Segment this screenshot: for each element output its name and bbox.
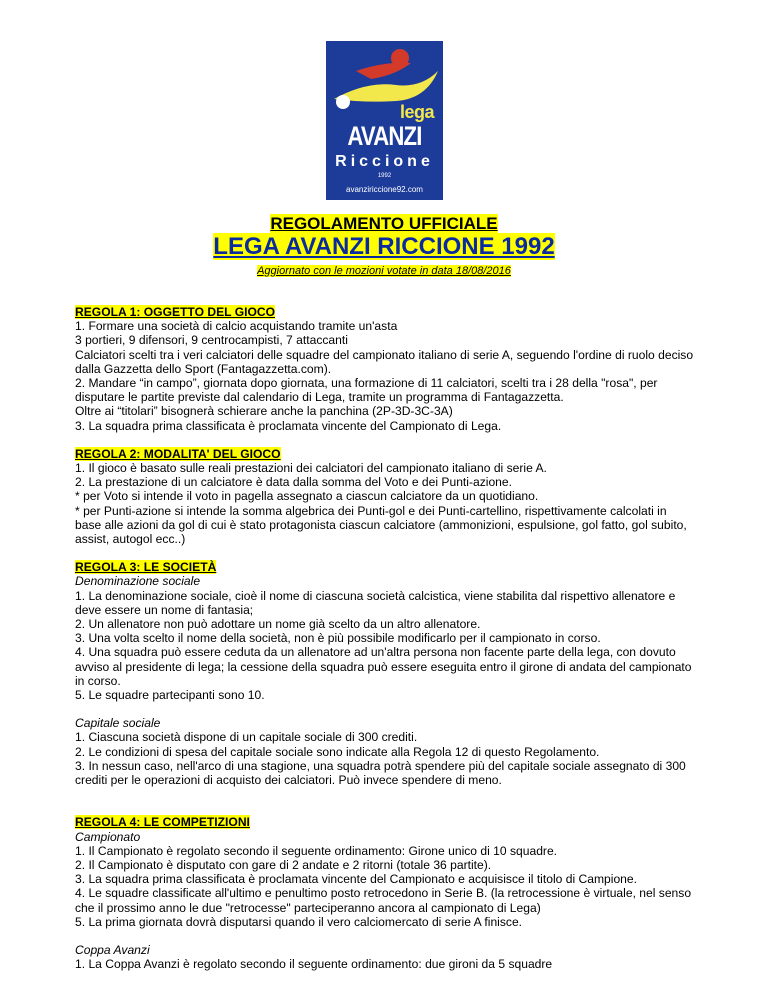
- subsection-title: Coppa Avanzi: [75, 942, 150, 957]
- body-line: 1. La denominazione sociale, cioè il nome di ciascuna società calcistica, viene stabilita dal rispettivo allenatore e deve essere un nome di fantasia;: [75, 588, 676, 617]
- lega-avanzi-logo: [326, 41, 443, 200]
- document-body: [75, 305, 695, 985]
- logo-lega-text: lega: [399, 102, 434, 122]
- section-title: [75, 447, 695, 461]
- section-title: [75, 560, 695, 574]
- logo-site-text: avanziriccione92.com: [346, 185, 423, 194]
- section-regola-2: [75, 447, 695, 546]
- section-title: [75, 305, 695, 319]
- section-title-text: REGOLA 2: MODALITA' DEL GIOCO: [75, 446, 281, 461]
- body-line: 5. Le squadre partecipanti sono 10.: [75, 688, 265, 703]
- section-regola-4: [75, 815, 695, 971]
- body-line: 4. Una squadra può essere ceduta da un allenatore ad un'altra persona non facente parte della lega, con dovuto avviso al presidente di lega; la cessione della squadra può essere eseguita entro il girone di andata del campionato in corso.: [75, 645, 692, 688]
- body-line: 3. La squadra prima classificata è proclamata vincente del Campionato di Lega.: [75, 418, 502, 433]
- body-line: 1. Formare una società di calcio acquistando tramite un'asta: [75, 319, 398, 334]
- body-line: * per Voto si intende il voto in pagella assegnato a ciascun calciatore da un quotidiano.: [75, 489, 539, 504]
- section-regola-3: [75, 560, 695, 787]
- body-line: 2. Le condizioni di spesa del capitale sociale sono indicate alla Regola 12 di questo Regolamento.: [75, 744, 600, 759]
- logo-riccione-text: Riccione: [335, 153, 434, 170]
- body-line: 1. Il Campionato è regolato secondo il seguente ordinamento: Girone unico di 10 squadre.: [75, 843, 558, 858]
- body-line: 2. Il Campionato è disputato con gare di 2 andate e 2 ritorni (totale 36 partite).: [75, 857, 492, 872]
- body-line: 3. Una volta scelto il nome della società, non è più possibile modificarlo per il campionato in corso.: [75, 631, 601, 646]
- section-title: [75, 815, 695, 829]
- document-title: [0, 233, 768, 261]
- body-line: 2. Un allenatore non può adottare un nome già scelto da un altro allenatore.: [75, 617, 481, 632]
- document-subtitle-text: REGOLAMENTO UFFICIALE: [270, 214, 498, 233]
- document-updated-note: [0, 265, 768, 277]
- body-line: 3. La squadra prima classificata è proclamata vincente del Campionato e acquisisce il titolo di Campione.: [75, 872, 637, 887]
- body-line: 3 portieri, 9 difensori, 9 centrocampisti, 7 attaccanti: [75, 333, 348, 348]
- body-line: 1. Il gioco è basato sulle reali prestazioni dei calciatori del campionato italiano di serie A.: [75, 461, 547, 476]
- subsection-title: Capitale sociale: [75, 716, 161, 731]
- body-line: 5. La prima giornata dovrà disputarsi quando il vero calciomercato di serie A finisce.: [75, 914, 523, 929]
- body-line: Oltre ai “titolari” bisognerà schierare anche la panchina (2P-3D-3C-3A): [75, 404, 453, 419]
- document-subtitle: [0, 214, 768, 234]
- logo-year-text: 1992: [377, 173, 392, 179]
- body-line: 1. La Coppa Avanzi è regolato secondo il seguente ordinamento: due gironi da 5 squadre: [75, 957, 553, 972]
- body-line: 3. In nessun caso, nell'arco di una stagione, una squadra potrà spendere più del capitale sociale assegnato di 300 crediti per le operazioni di acquisto dei calciatori. Può invece spendere di meno.: [75, 758, 686, 788]
- body-line: Calciatori scelti tra i veri calciatori delle squadre del campionato italiano di serie A, seguendo l'ordine di ruolo deciso dalla Gazzetta dello Sport (Fantagazzetta.com).: [75, 347, 694, 376]
- subsection-title: Campionato: [75, 829, 141, 844]
- section-regola-1: [75, 305, 695, 433]
- logo-avanzi-text: AVANZI: [347, 121, 422, 151]
- document-updated-text: Aggiornato con le mozioni votate in data 18/08/2016: [257, 265, 511, 277]
- section-title-text: REGOLA 3: LE SOCIETÀ: [75, 560, 217, 575]
- section-title-text: REGOLA 4: LE COMPETIZIONI: [75, 815, 250, 830]
- body-line: * per Punti-azione si intende la somma algebrica dei Punti-gol e dei Punti-cartellino, rispettivamente calcolati in base alle azioni da gol di cui è stato protagonista ciascun calciatore (ammonizioni, espulsione, gol fatto, gol subito, assist, autogol ecc..): [75, 503, 687, 547]
- body-line: 2. La prestazione di un calciatore è data dalla somma del Voto e dei Punti-azione.: [75, 475, 512, 490]
- body-line: 1. Ciascuna società dispone di un capitale sociale di 300 crediti.: [75, 730, 418, 745]
- subsection-title: Denominazione sociale: [75, 574, 201, 589]
- document-title-text: LEGA AVANZI RICCIONE 1992: [213, 233, 555, 260]
- body-line: 2. Mandare “in campo”, giornata dopo giornata, una formazione di 11 calciatori, scelti tra i 28 della "rosa", per disputare le partite previste dal calendario di Lega, tramite un programma di Fantagazzetta.: [75, 376, 658, 405]
- body-line: 4. Le squadre classificate all'ultimo e penultimo posto retrocedono in Serie B. (la retrocessione è virtuale, nel senso che il prossimo anno le due "retrocesse" parteciperanno ancora al campionato di Lega): [75, 886, 692, 915]
- section-title-text: REGOLA 1: OGGETTO DEL GIOCO: [75, 305, 276, 319]
